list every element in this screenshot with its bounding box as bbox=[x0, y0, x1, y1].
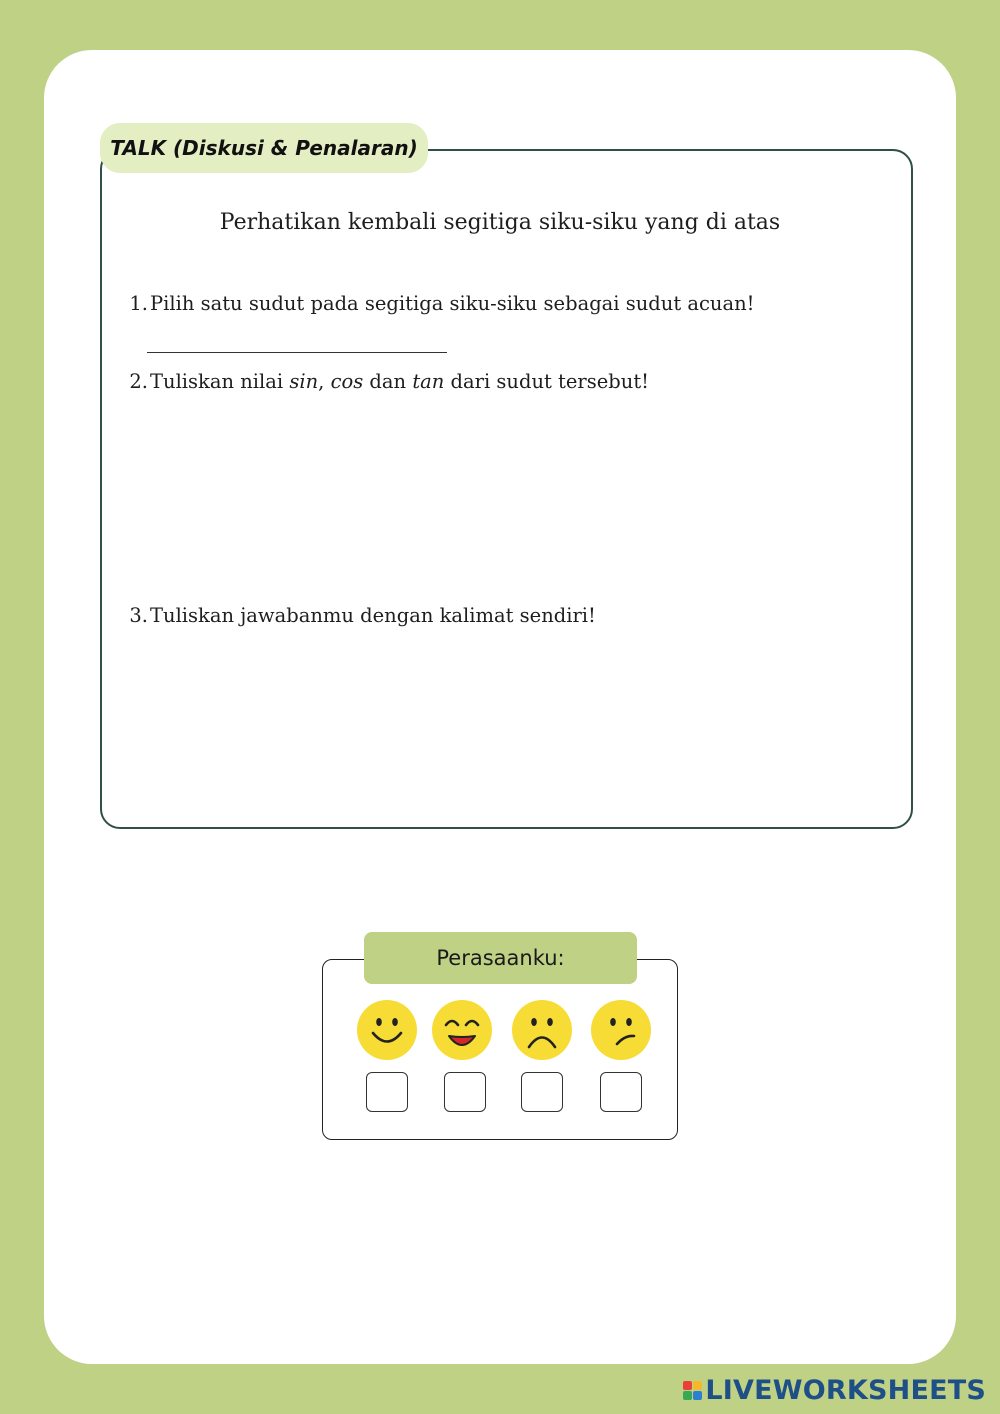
feeling-checkbox-happy[interactable] bbox=[366, 1072, 408, 1112]
instruction-text: Perhatikan kembali segitiga siku-siku yang di atas bbox=[219, 210, 781, 235]
answer-line[interactable] bbox=[147, 352, 447, 353]
confused-face-icon bbox=[591, 1000, 651, 1060]
question-3 bbox=[124, 604, 596, 627]
frowning-face-icon bbox=[512, 1000, 572, 1060]
question-text: Tuliskan jawabanmu dengan kalimat sendiri! bbox=[150, 604, 596, 627]
liveworksheets-logo bbox=[683, 1374, 986, 1406]
feeling-checkbox-confused[interactable] bbox=[600, 1072, 642, 1112]
feeling-checkbox-sad[interactable] bbox=[521, 1072, 563, 1112]
brand-name: LIVEWORKSHEETS bbox=[705, 1374, 986, 1406]
question-text: Pilih satu sudut pada segitiga siku-siku sebagai sudut acuan! bbox=[150, 292, 755, 315]
feeling-checkbox-laughing[interactable] bbox=[444, 1072, 486, 1112]
question-1 bbox=[124, 292, 755, 315]
question-text bbox=[150, 370, 649, 393]
question-text-part: dari sudut tersebut! bbox=[444, 370, 650, 393]
talk-section-tab bbox=[100, 123, 428, 173]
sin-term: sin bbox=[289, 370, 319, 393]
question-number: 2. bbox=[129, 370, 148, 393]
question-text-part: , bbox=[318, 370, 331, 393]
talk-section-title: TALK (Diskusi & Penalaran) bbox=[110, 136, 418, 160]
question-number: 3. bbox=[129, 604, 148, 627]
tan-term: tan bbox=[412, 370, 445, 393]
laughing-face-icon bbox=[432, 1000, 492, 1060]
question-text-part: Tuliskan nilai bbox=[150, 370, 290, 393]
cos-term: cos bbox=[330, 370, 364, 393]
smiling-face-icon bbox=[357, 1000, 417, 1060]
liveworksheets-logo-icon bbox=[683, 1381, 702, 1400]
question-text-part: dan bbox=[363, 370, 413, 393]
question-2 bbox=[124, 370, 649, 393]
question-number: 1. bbox=[129, 292, 148, 315]
talk-section-box bbox=[100, 149, 913, 829]
feelings-tab bbox=[364, 932, 637, 984]
feelings-title: Perasaanku: bbox=[436, 946, 565, 970]
